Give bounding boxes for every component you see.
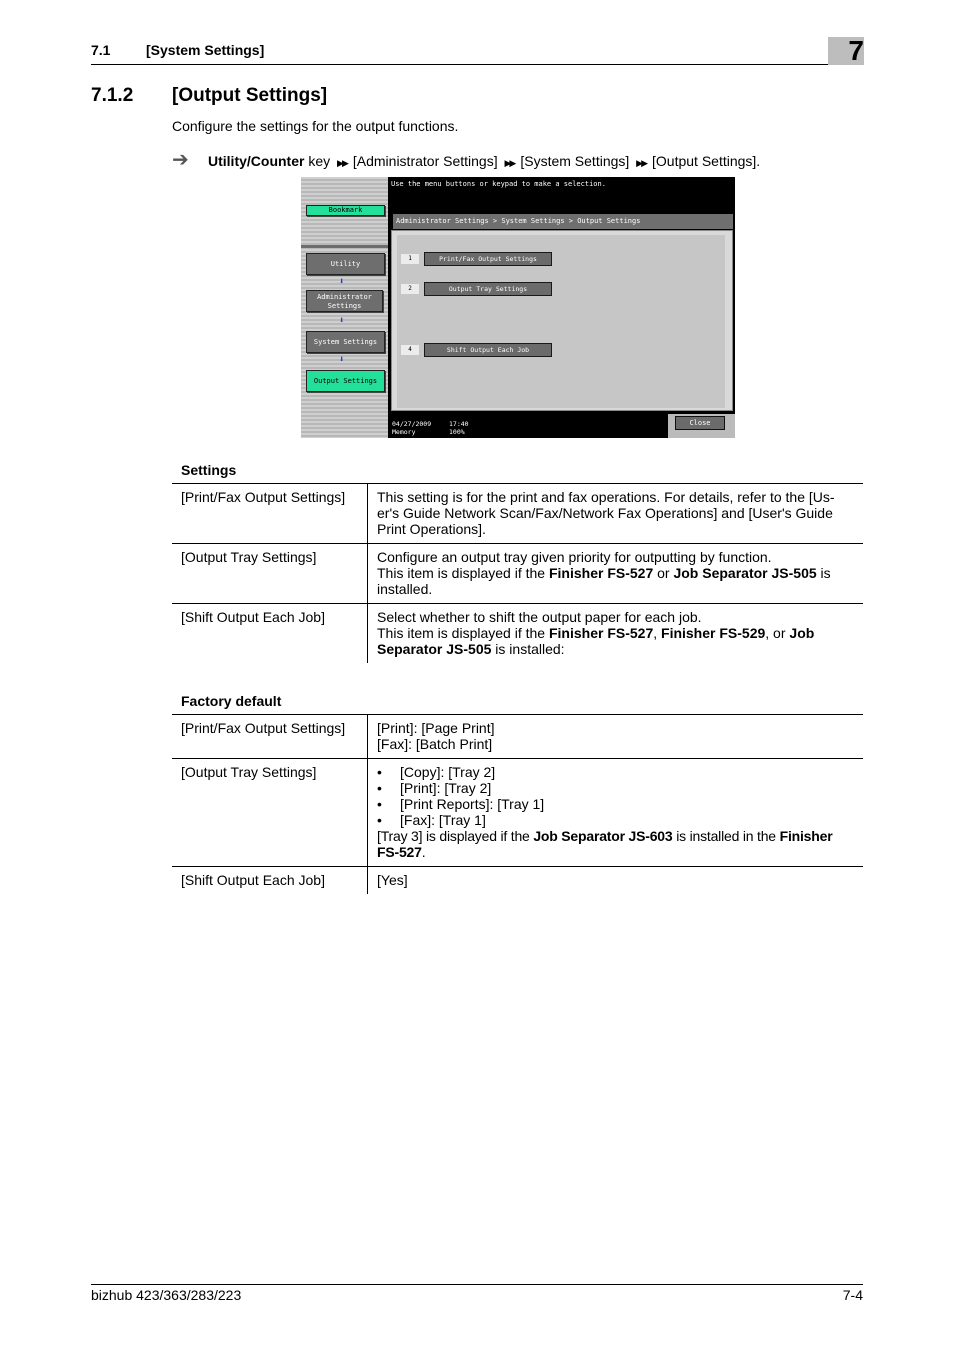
print-fax-output-settings-button[interactable]: Print/Fax Output Settings (424, 252, 552, 266)
shift-output-each-job-button[interactable]: Shift Output Each Job (424, 343, 552, 357)
table-row (172, 604, 863, 664)
nav-system-settings-button[interactable]: System Settings (306, 331, 385, 353)
arrow-down-icon: ⬇ (339, 277, 345, 287)
product-name: Job Separator JS-505 (377, 625, 815, 657)
bookmark-button[interactable]: Bookmark (306, 205, 385, 216)
nav-administrator-settings-button[interactable]: Administrator Settings (306, 290, 383, 312)
product-name: Job Separator JS-603 (533, 828, 673, 844)
text-run: This item is displayed if the (377, 565, 549, 581)
nav-output-settings-button[interactable]: Output Settings (306, 370, 385, 392)
setting-name: [Output Tray Settings] (172, 759, 368, 867)
table-row (172, 484, 863, 544)
footer-model: bizhub 423/363/283/223 (91, 1287, 242, 1303)
double-arrow-icon: ▶▶ (337, 158, 347, 168)
text-run: [Tray 3] is displayed if the (377, 828, 534, 844)
table-row (172, 759, 863, 867)
default-value (368, 715, 864, 759)
description-line (377, 565, 855, 597)
factory-default-table (172, 714, 863, 894)
menu-item-number: 1 (401, 254, 419, 264)
arrow-down-icon: ⬇ (339, 316, 345, 326)
list-item: • [Fax]: [Tray 1] (377, 812, 855, 828)
panel-message: Use the menu buttons or keypad to make a selection. (391, 180, 606, 188)
setting-description (368, 604, 864, 664)
section-number: 7.1.2 (91, 85, 134, 106)
table-row (172, 544, 863, 604)
header-rule (91, 64, 863, 65)
panel-date: 04/27/2009 (392, 420, 432, 428)
product-name: Finisher FS-527 (377, 828, 833, 860)
menu-item-number: 2 (401, 284, 419, 294)
header-section-number: 7.1 (91, 42, 111, 58)
setting-name: [Print/Fax Output Settings] (172, 484, 368, 544)
value-line: [Print]: [Page Print] (377, 720, 495, 736)
arrow-right-icon: ➔ (172, 149, 189, 171)
panel-memory-label: Memory (392, 428, 416, 436)
text-run: . (421, 844, 426, 860)
panel-time-memory (449, 420, 469, 436)
text-run: is installed. (377, 565, 831, 597)
panel-memory-value: 100% (449, 428, 465, 436)
panel-time: 17:40 (449, 420, 469, 428)
factory-default-caption: Factory default (181, 693, 282, 709)
default-list (377, 764, 855, 828)
panel-breadcrumb: Administrator Settings > System Settings > Output Settings (393, 214, 733, 229)
path-key-suffix: key (304, 153, 331, 169)
description-line: Configure an output tray given priority for outputting by function. (377, 549, 772, 565)
path-step: [System Settings] (520, 153, 630, 169)
intro-text: Configure the settings for the output functions. (172, 118, 459, 134)
default-value (368, 759, 864, 867)
panel-date-memory (392, 420, 431, 436)
settings-table (172, 483, 863, 663)
panel-sidebar-divider (301, 245, 388, 248)
setting-description (368, 544, 864, 604)
text-run: , or (765, 625, 790, 641)
setting-name: [Output Tray Settings] (172, 544, 368, 604)
navigation-path (208, 153, 760, 169)
text-run: is installed in the (672, 828, 780, 844)
path-step: [Administrator Settings] (352, 153, 498, 169)
list-item: • [Print]: [Tray 2] (377, 780, 855, 796)
chapter-number: 7 (848, 35, 864, 66)
table-row (172, 715, 863, 759)
product-name: Finisher FS-529 (661, 625, 766, 641)
list-item: • [Print Reports]: [Tray 1] (377, 796, 855, 812)
menu-item-number: 4 (401, 345, 419, 355)
product-name: Finisher FS-527 (548, 565, 654, 581)
footer-rule (91, 1284, 863, 1285)
value-line: [Fax]: [Batch Print] (377, 736, 493, 752)
footer-page-number: 7-4 (842, 1287, 863, 1303)
text-run: or (653, 565, 674, 581)
close-button[interactable]: Close (675, 416, 725, 430)
table-row (172, 867, 863, 895)
control-panel-screenshot (301, 177, 735, 438)
path-key: Utility/Counter (208, 153, 305, 169)
double-arrow-icon: ▶▶ (636, 158, 647, 168)
setting-name: [Shift Output Each Job] (172, 867, 368, 895)
path-step: [Output Settings]. (652, 153, 761, 169)
setting-description: This setting is for the print and fax operations. For details, refer to the [Us-er's Guide Network Scan/Fax/Network Fax Operations] and [User's Guide Print Operations]. (368, 484, 864, 544)
list-item: • [Copy]: [Tray 2] (377, 764, 855, 780)
text-run: , (653, 625, 662, 641)
setting-name: [Shift Output Each Job] (172, 604, 368, 664)
product-name: Finisher FS-527 (548, 625, 654, 641)
setting-name: [Print/Fax Output Settings] (172, 715, 368, 759)
default-value: [Yes] (377, 872, 408, 888)
tray-note (377, 828, 855, 860)
text-run: is installed: (491, 641, 565, 657)
text-run: This item is displayed if the (377, 625, 549, 641)
header-section-title: [System Settings] (146, 42, 265, 58)
section-title: [Output Settings] (172, 85, 328, 106)
nav-utility-button[interactable]: Utility (306, 253, 385, 275)
arrow-down-icon: ⬇ (339, 355, 345, 365)
output-tray-settings-button[interactable]: Output Tray Settings (424, 282, 552, 296)
settings-caption: Settings (181, 462, 237, 478)
description-line (377, 625, 855, 657)
double-arrow-icon: ▶▶ (504, 158, 515, 168)
description-line: Select whether to shift the output paper for each job. (377, 609, 702, 625)
product-name: Job Separator JS-505 (673, 565, 817, 581)
